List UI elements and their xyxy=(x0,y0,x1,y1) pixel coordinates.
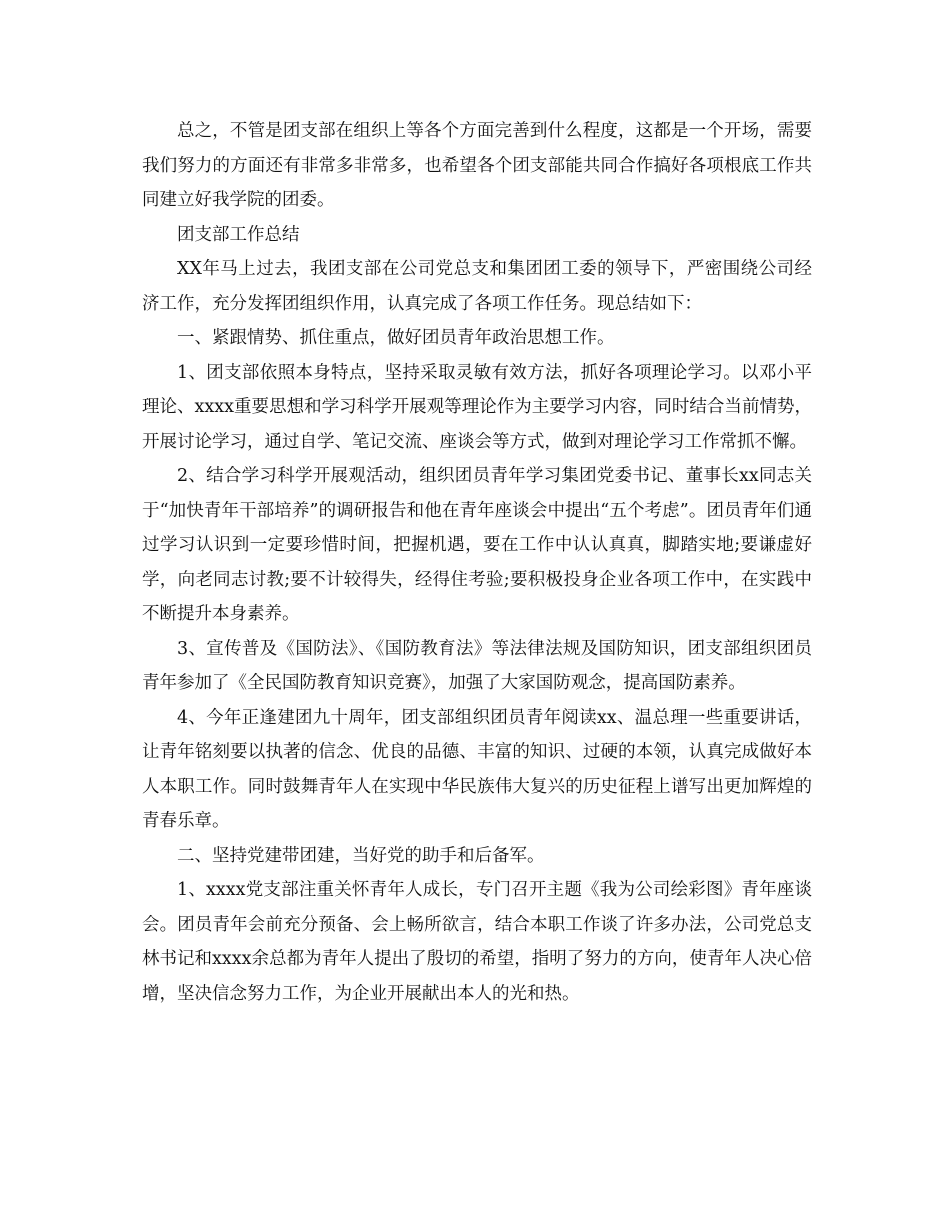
paragraph-part-two-item-1: 1、xxxx党支部注重关怀青年人成长，专门召开主题《我为公司绘彩图》青年座谈会。团员青年会前充分预备、会上畅所欲言，结合本职工作谈了许多办法，公司党总支林书记和xxxx余总都为青年人提出了殷切的希望，指明了努力的方向，使青年人决心倍增，坚决信念努力工作，为企业开展献出本人的光和热。 xyxy=(142,880,812,1004)
paragraph-item-4: 4、今年正逢建团九十周年，团支部组织团员青年阅读xx、温总理一些重要讲话，让青年铭刻要以执著的信念、优良的品德、丰富的知识、过硬的本领，认真完成做好本人本职工作。同时鼓舞青年人在实现中华民族伟大复兴的历史征程上谱写出更加辉煌的青春乐章。 xyxy=(142,707,812,831)
paragraph-item-1: 1、团支部依照本身特点，坚持采取灵敏有效方法，抓好各项理论学习。以邓小平理论、xxxx重要思想和学习科学开展观等理论作为主要学习内容，同时结合当前情势，开展讨论学习，通过自学、笔记交流、座谈会等方式，做到对理论学习工作常抓不懈。 xyxy=(142,362,812,452)
section-heading: 团支部工作总结 xyxy=(177,224,300,245)
paragraph-intro: XX年马上过去，我团支部在公司党总支和集团团工委的领导下，严密围绕公司经济工作，充分发挥团组织作用，认真完成了各项工作任务。现总结如下： xyxy=(142,259,812,314)
paragraph-item-3: 3、宣传普及《国防法》、《国防教育法》等法律法规及国防知识，团支部组织团员青年参加了《全民国防教育知识竞赛》，加强了大家国防观念，提高国防素养。 xyxy=(142,638,812,693)
paragraph-conclusion: 总之，不管是团支部在组织上等各个方面完善到什么程度，这都是一个开场，需要我们努力的方面还有非常多非常多，也希望各个团支部能共同合作搞好各项根底工作共同建立好我学院的团委。 xyxy=(142,121,812,210)
part-one-heading: 一、紧跟情势、抓住重点，做好团员青年政治思想工作。 xyxy=(177,328,615,348)
part-two-heading: 二、坚持党建带团建，当好党的助手和后备军。 xyxy=(177,845,545,866)
paragraph-item-2: 2、结合学习科学开展观活动，组织团员青年学习集团党委书记、董事长xx同志关于“加快青年干部培养”的调研报告和他在青年座谈会中提出“五个考虑”。团员青年们通过学习认识到一定要珍惜时间，把握机遇，要在工作中认认真真，脚踏实地;要谦虚好学，向老同志讨教;要不计较得失，经得住考验;要积极投身企业各项工作中，在实践中不断提升本身素养。 xyxy=(142,466,812,624)
document-body xyxy=(142,114,812,1011)
